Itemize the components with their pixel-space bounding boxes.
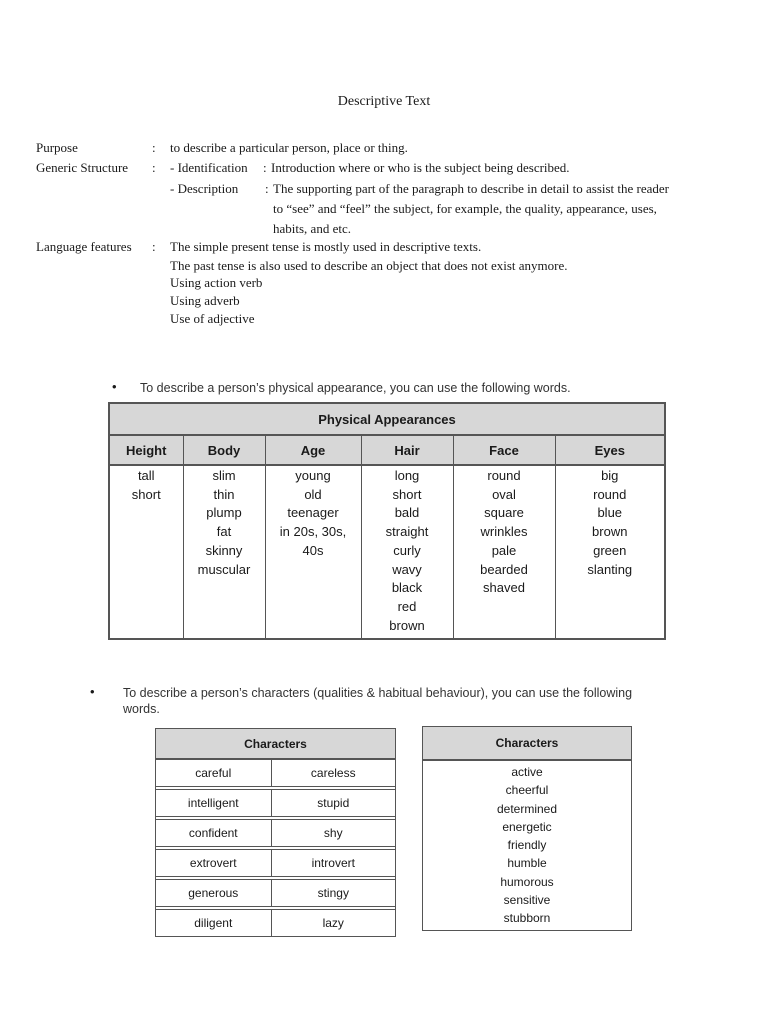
table-row	[156, 790, 396, 817]
description-label: - Description	[170, 181, 239, 196]
purpose-colon: :	[152, 140, 156, 155]
word: plump	[206, 505, 242, 521]
word: slim	[212, 468, 236, 483]
word: big	[601, 468, 619, 483]
face-words-cell	[453, 465, 555, 639]
word: lazy	[271, 910, 395, 937]
purpose-text: to describe a particular person, place or thing.	[170, 140, 408, 155]
table-title: Physical Appearances	[109, 403, 665, 435]
word: pale	[491, 542, 517, 558]
column-header: Age	[265, 435, 361, 465]
word: wavy	[392, 561, 422, 577]
word: black	[391, 580, 423, 596]
generic-structure-label: Generic Structure	[36, 160, 129, 175]
word: cheerful	[505, 783, 549, 798]
word: green	[593, 542, 627, 558]
word: determined	[496, 801, 558, 816]
word: confident	[156, 820, 272, 847]
language-feature-line: Use of adjective	[170, 311, 255, 326]
word: fat	[216, 524, 232, 540]
column-header: Eyes	[555, 435, 665, 465]
table-row	[156, 820, 396, 847]
word: generous	[156, 880, 272, 907]
word: young	[295, 468, 331, 483]
generic-structure-colon: :	[152, 160, 156, 175]
word: short	[392, 486, 422, 502]
description-line: The supporting part of the paragraph to describe in detail to assist the reader	[273, 181, 670, 196]
column-header: Height	[109, 435, 183, 465]
word: wrinkles	[480, 524, 528, 540]
word: thin	[213, 486, 235, 502]
bullet-icon: •	[90, 684, 95, 699]
word: energetic	[502, 819, 552, 834]
word: blue	[597, 505, 623, 521]
word: diligent	[156, 910, 272, 937]
language-feature-line: Using action verb	[170, 275, 263, 290]
table-row	[156, 759, 396, 787]
word: teenager	[287, 505, 339, 521]
column-header: Face	[453, 435, 555, 465]
word: careless	[271, 759, 395, 787]
word: short	[131, 486, 161, 502]
word: curly	[393, 542, 421, 558]
word: stubborn	[503, 911, 551, 926]
language-feature-line: The past tense is also used to describe an object that does not exist anymore.	[170, 258, 568, 273]
characters-intro-line: words.	[123, 702, 160, 716]
word: shy	[271, 820, 395, 847]
table-row	[156, 880, 396, 907]
identification-text: Introduction where or who is the subject being described.	[271, 160, 570, 175]
characters-words-cell	[423, 760, 632, 931]
identification-colon: :	[263, 160, 267, 175]
word: extrovert	[156, 850, 272, 877]
word: in 20s, 30s,	[279, 524, 347, 540]
word: muscular	[197, 561, 251, 577]
characters-list-table	[422, 726, 632, 931]
table-title: Characters	[423, 727, 632, 761]
word: friendly	[507, 838, 547, 853]
physical-intro: To describe a person’s physical appearance, you can use the following words.	[140, 381, 571, 395]
word: straight	[385, 524, 429, 540]
table-title: Characters	[156, 729, 396, 760]
word: tall	[137, 468, 155, 483]
word: 40s	[302, 542, 324, 558]
word: intelligent	[156, 790, 272, 817]
height-words-cell	[109, 465, 183, 639]
word: skinny	[205, 542, 243, 558]
column-header: Hair	[361, 435, 453, 465]
language-features-label: Language features	[36, 239, 132, 254]
word: slanting	[587, 561, 633, 577]
word: red	[397, 598, 417, 614]
body-words-cell	[183, 465, 265, 639]
word: stingy	[271, 880, 395, 907]
table-row	[156, 850, 396, 877]
eyes-words-cell	[555, 465, 665, 639]
age-words-cell	[265, 465, 361, 639]
description-line: to “see” and “feel” the subject, for example, the quality, appearance, uses,	[273, 201, 657, 216]
characters-intro-line: To describe a person’s characters (qualities & habitual behaviour), you can use the following	[123, 686, 633, 700]
word: sensitive	[503, 893, 551, 908]
identification-label: - Identification	[170, 160, 248, 175]
word: careful	[156, 759, 272, 787]
word: old	[304, 486, 322, 502]
word: brown	[592, 524, 628, 540]
characters-pairs-table	[155, 728, 396, 937]
word: shaved	[483, 580, 525, 596]
word: bald	[394, 505, 420, 521]
language-feature-line: The simple present tense is mostly used in descriptive texts.	[170, 239, 482, 254]
page-title: Descriptive Text	[337, 94, 431, 109]
hair-words-cell	[361, 465, 453, 639]
word: introvert	[271, 850, 395, 877]
word: long	[394, 468, 420, 483]
bullet-icon: •	[112, 379, 117, 394]
language-feature-line: Using adverb	[170, 293, 240, 308]
word: humorous	[500, 874, 554, 889]
language-features-colon: :	[152, 239, 156, 254]
description-line: habits, and etc.	[273, 221, 351, 236]
word: bearded	[480, 561, 528, 577]
purpose-label: Purpose	[36, 140, 78, 155]
table-row	[156, 910, 396, 937]
word: round	[487, 468, 521, 483]
physical-appearances-table	[108, 402, 666, 640]
word: oval	[492, 486, 516, 502]
description-colon: :	[265, 181, 269, 196]
word: brown	[389, 617, 425, 633]
column-header: Body	[183, 435, 265, 465]
word: round	[593, 486, 627, 502]
word: humble	[507, 856, 547, 871]
word: square	[484, 505, 524, 521]
word: active	[511, 765, 543, 779]
word: stupid	[271, 790, 395, 817]
